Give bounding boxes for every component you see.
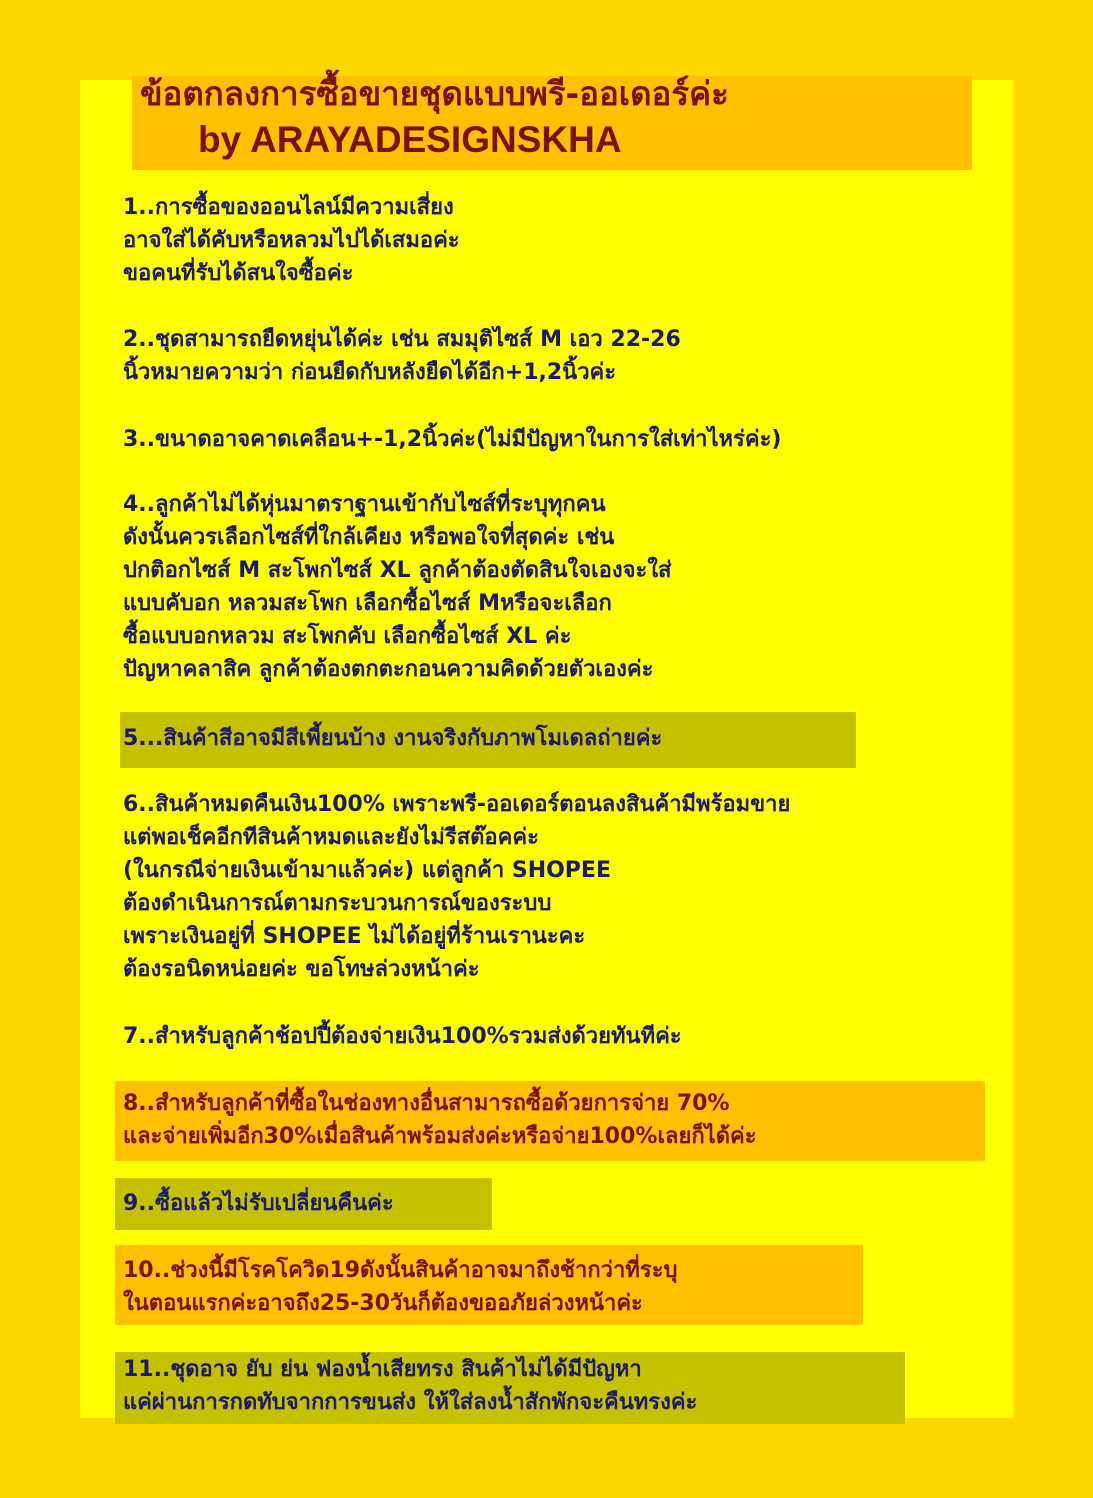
page-subtitle: by ARAYADESIGNSKHA — [198, 119, 622, 160]
term-line: 1..การซื้อของออนไลน์มีความเสี่ยง — [123, 195, 454, 220]
term-line: นิ้วหมายความว่า ก่อนยืดกับหลังยืดได้อีก+1,2นิ้วค่ะ — [123, 360, 617, 385]
term-item-4 — [123, 488, 672, 686]
term-line: (ในกรณีจ่ายเงินเข้ามาแล้วค่ะ) แต่ลูกค้า SHOPEE — [123, 858, 611, 883]
term-item-7 — [123, 1020, 682, 1053]
term-line: 9..ซื้อแล้วไม่รับเปลี่ยนคืนค่ะ — [123, 1191, 394, 1216]
term-line: 5...สินค้าสีอาจมีสีเพี้ยนบ้าง งานจริงกับภาพโมเดลถ่ายค่ะ — [123, 726, 663, 751]
term-line: 6..สินค้าหมดคืนเงิน100% เพราะพรี-ออเดอร์ตอนลงสินค้ามีพร้อมขาย — [123, 792, 791, 817]
page-title: ข้อตกลงการซื้อขายชุดแบบพรี-ออเดอร์ค่ะ — [140, 74, 729, 113]
term-line: ปัญหาคลาสิค ลูกค้าต้องตกตะกอนความคิดด้วยตัวเองค่ะ — [123, 657, 654, 682]
term-line: 10..ช่วงนี้มีโรคโควิด19ดังนั้นสินค้าอาจมาถึงช้ากว่าที่ระบุ — [123, 1258, 678, 1283]
term-line: 8..สำหรับลูกค้าที่ซื้อในช่องทางอื่นสามารถซื้อด้วยการจ่าย 70% — [123, 1091, 730, 1116]
term-line: 2..ชุดสามารถยืดหยุ่นได้ค่ะ เช่น สมมุติไซส์ M เอว 22-26 — [123, 327, 681, 352]
term-item-6 — [123, 788, 790, 986]
term-item-11 — [123, 1353, 697, 1419]
term-item-2 — [123, 323, 681, 389]
term-line: 7..สำหรับลูกค้าช้อปปี้ต้องจ่ายเงิน100%รวมส่งด้วยทันทีค่ะ — [123, 1024, 682, 1049]
term-line: 3..ขนาดอาจคาดเคลือน+-1,2นิ้วค่ะ(ไม่มีปัญหาในการใส่เท่าไหร่ค่ะ) — [123, 427, 782, 452]
term-item-8 — [123, 1087, 757, 1153]
term-line: ต้องรอนิดหน่อยค่ะ ขอโทษล่วงหน้าค่ะ — [123, 957, 480, 982]
term-item-5 — [123, 722, 662, 755]
term-line: ต้องดำเนินการณ์ตามกระบวนการณ์ของระบบ — [123, 891, 552, 916]
term-line: แต่พอเช็คอีกทีสินค้าหมดและยังไม่รีสต๊อคค่ะ — [123, 825, 539, 850]
term-line: 4..ลูกค้าไม่ได้หุ่นมาตราฐานเข้ากับไซส์ที่ระบุทุกคน — [123, 492, 606, 517]
term-line: ปกติอกไซส์ M สะโพกไซส์ XL ลูกค้าต้องตัดสินใจเองจะใส่ — [123, 558, 672, 583]
term-line: ซื้อแบบอกหลวม สะโพกคับ เลือกซื้อไซส์ XL ค่ะ — [123, 624, 572, 649]
term-line: อาจใส่ได้คับหรือหลวมไปได้เสมอค่ะ — [123, 228, 460, 253]
term-line: ในตอนแรกค่ะอาจถึง25-30วันก็ต้องขออภัยล่วงหน้าค่ะ — [123, 1291, 643, 1316]
term-item-3 — [123, 423, 781, 456]
term-item-9 — [123, 1187, 394, 1220]
term-item-1 — [123, 191, 460, 290]
term-line: แบบคับอก หลวมสะโพก เลือกซื้อไซส์ Mหรือจะเลือก — [123, 591, 612, 616]
term-line: ดังนั้นควรเลือกไซส์ที่ใกล้เคียง หรือพอใจที่สุดค่ะ เช่น — [123, 525, 615, 550]
term-line: และจ่ายเพิ่มอีก30%เมื่อสินค้าพร้อมส่งค่ะหรือจ่าย100%เลยก็ได้ค่ะ — [123, 1124, 757, 1149]
term-line: เพราะเงินอยู่ที่ SHOPEE ไม่ได้อยู่ที่ร้านเรานะคะ — [123, 924, 586, 949]
term-line: 11..ชุดอาจ ยับ ย่น ฟองน้ำเสียทรง สินค้าไม่ได้มีปัญหา — [123, 1357, 642, 1382]
term-item-10 — [123, 1254, 677, 1320]
term-line: แค่ผ่านการกดทับจากการขนส่ง ให้ใส่ลงน้ำสักพักจะคืนทรงค่ะ — [123, 1390, 698, 1415]
term-line: ขอคนที่รับได้สนใจซื้อค่ะ — [123, 261, 354, 286]
